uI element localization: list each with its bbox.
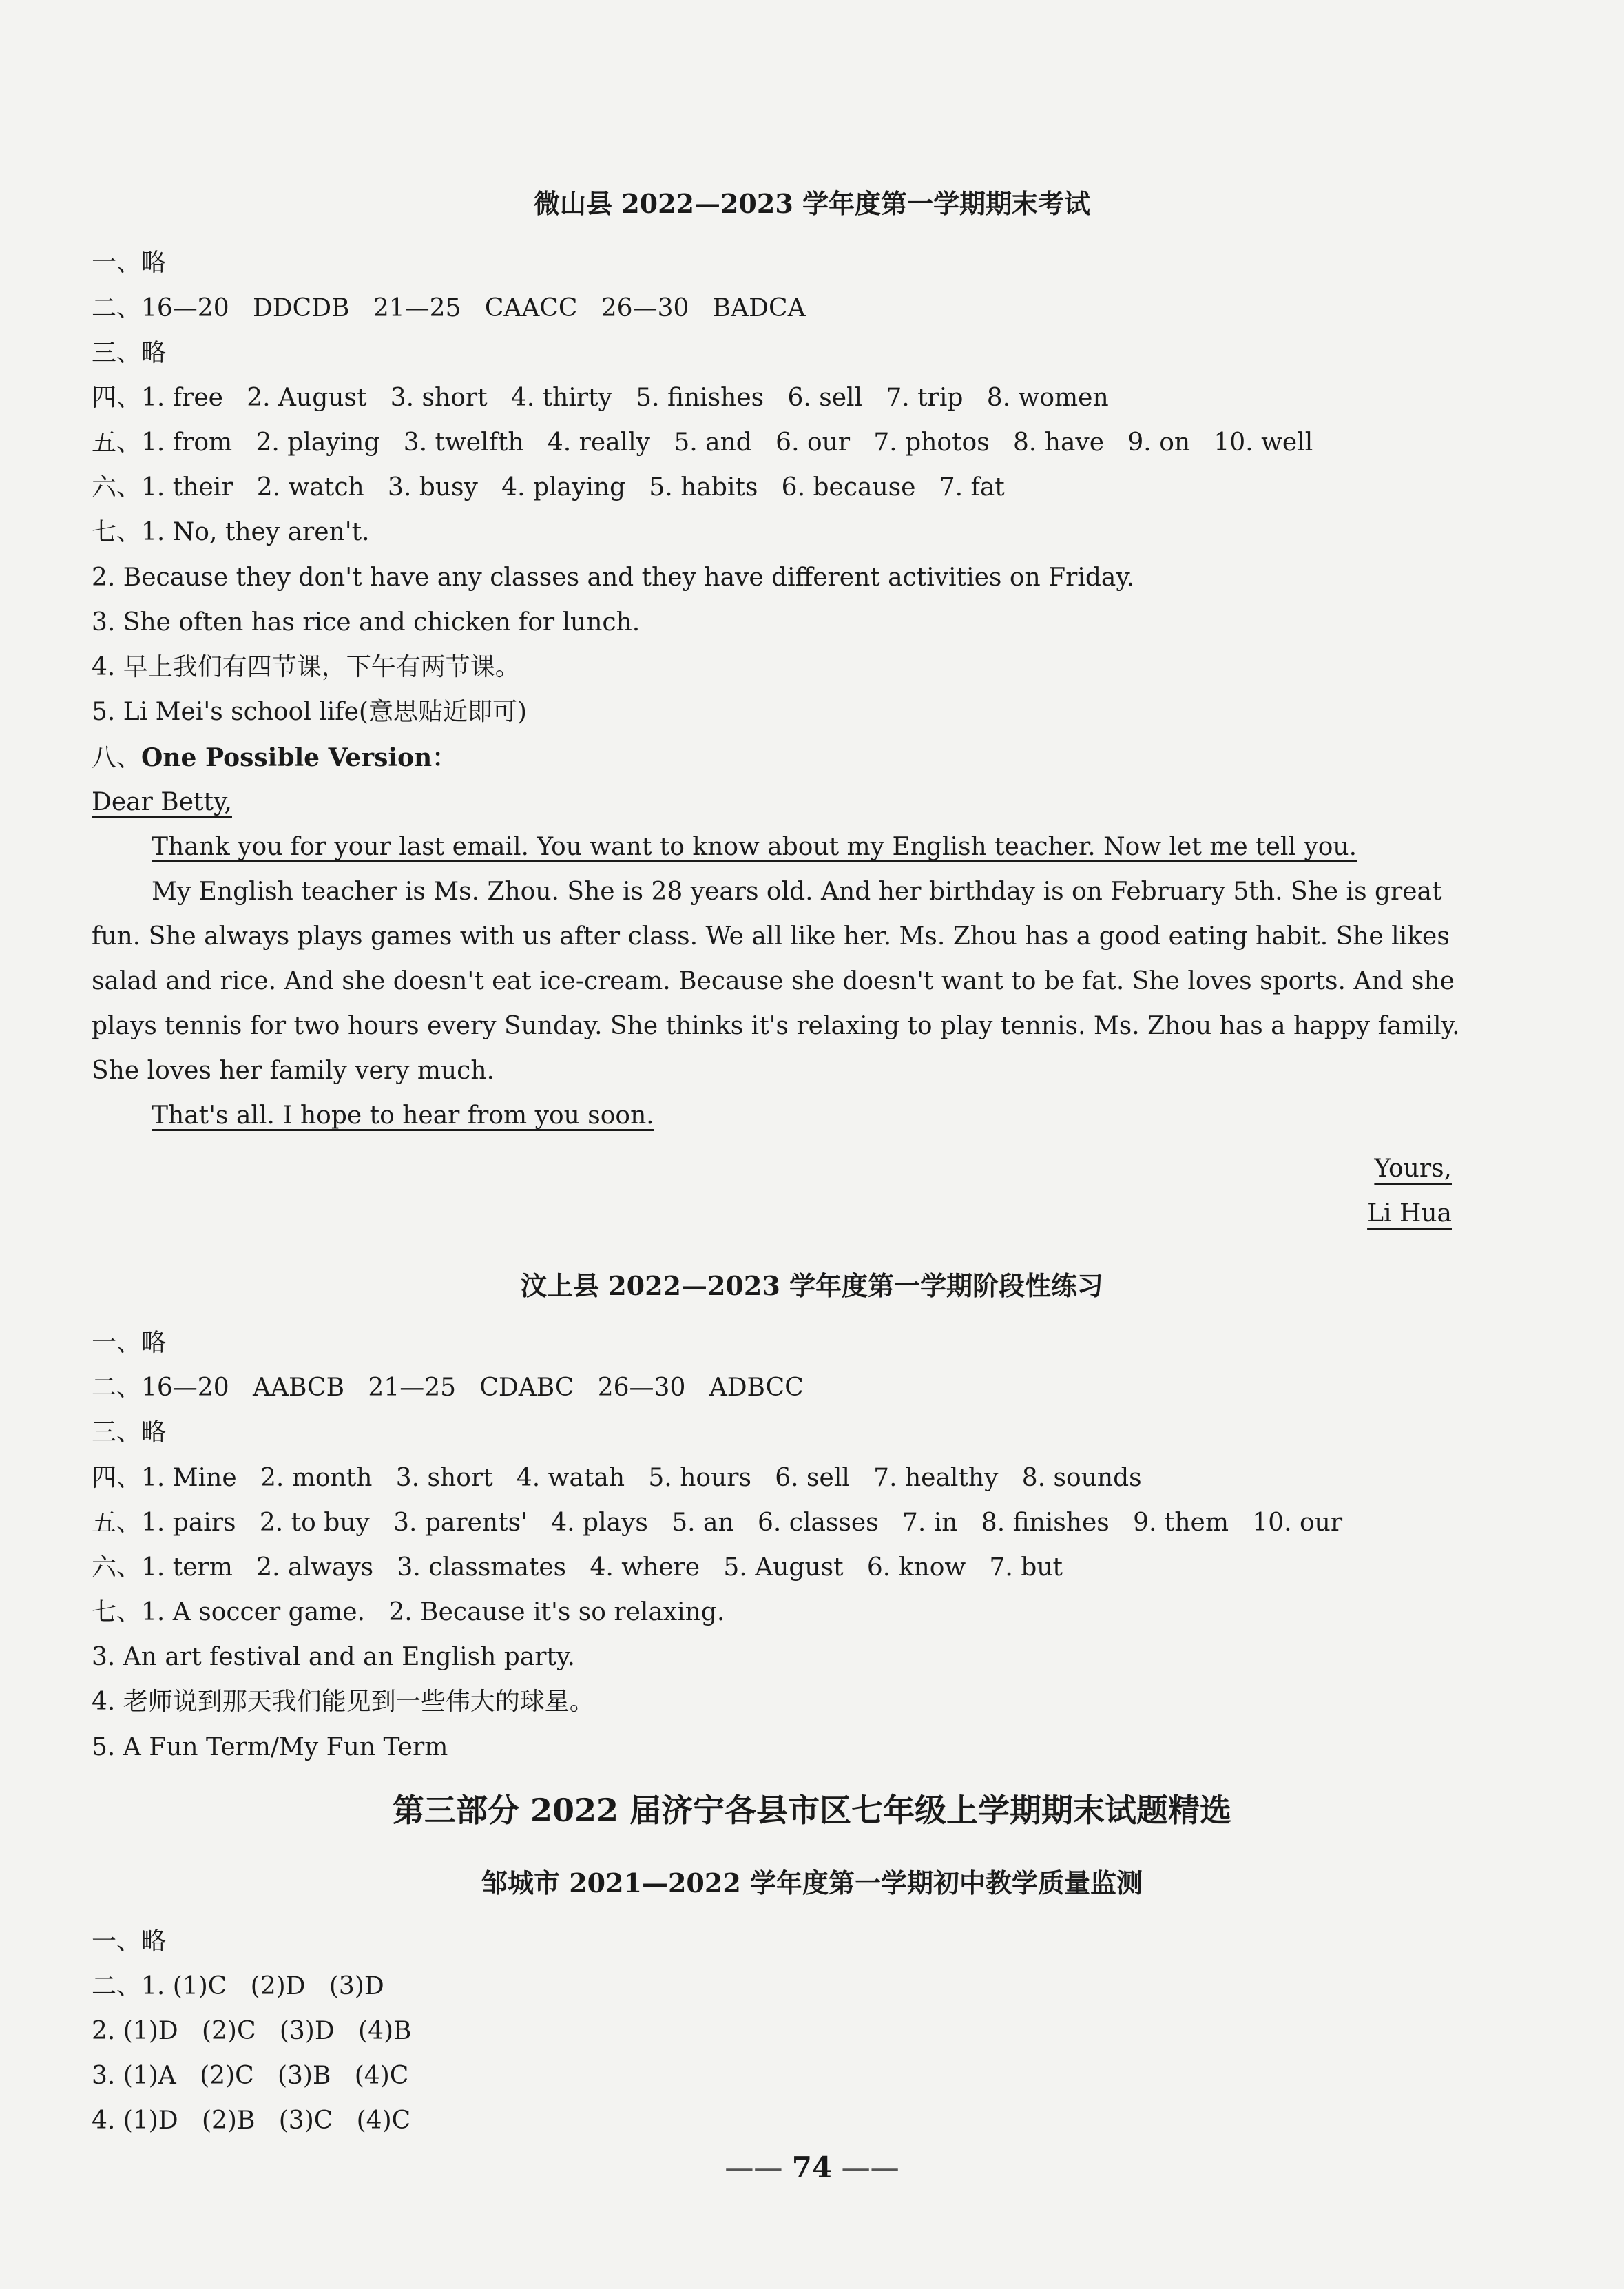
essay-paragraph: My English teacher is Ms. Zhou. She is 28 years old. And her birthday is on February 5th. She is great xyxy=(152,878,1442,906)
essay-paragraph: That's all. I hope to hear from you soon. xyxy=(152,1101,654,1130)
signature-closing: Yours, xyxy=(1374,1154,1452,1183)
answer-line: 3. She often has rice and chicken for lunch. xyxy=(92,608,641,636)
answer-line: 二、16—20 DDCDB 21—25 CAACC 26—30 BADCA xyxy=(92,294,806,322)
essay-paragraph: salad and rice. And she doesn't eat ice-cream. Because she doesn't want to be fat. She loves sports. And she xyxy=(92,967,1455,995)
answer-line: 一、略 xyxy=(92,249,167,277)
answer-line: 三、略 xyxy=(92,339,167,367)
essay-heading-label: One Possible Version： xyxy=(141,743,457,772)
answer-line: 四、1. free 2. August 3. short 4. thirty 5. finishes 6. sell 7. trip 8. women xyxy=(92,384,1109,412)
answer-line: 一、略 xyxy=(92,1927,167,1956)
essay-paragraph: plays tennis for two hours every Sunday. She thinks it's relaxing to play tennis. Ms. Zhou has a happy family. xyxy=(92,1012,1460,1040)
page-number: —— 74 —— xyxy=(725,2151,899,2184)
answer-line: 六、1. their 2. watch 3. busy 4. playing 5. habits 6. because 7. fat xyxy=(92,473,1005,501)
answer-line: 4. 早上我们有四节课，下午有两节课。 xyxy=(92,653,520,681)
page-number-value: 74 xyxy=(791,2151,833,2184)
answer-line: 3. (1)A (2)C (3)B (4)C xyxy=(92,2062,409,2090)
essay-heading xyxy=(92,743,457,774)
part-title: 第三部分 2022 届济宁各县市区七年级上学期期末试题精选 xyxy=(392,1792,1232,1829)
essay-paragraph: She loves her family very much. xyxy=(92,1057,495,1085)
answer-line: 四、1. Mine 2. month 3. short 4. watah 5. hours 6. sell 7. healthy 8. sounds xyxy=(92,1464,1142,1492)
answer-line: 五、1. pairs 2. to buy 3. parents' 4. plays 5. an 6. classes 7. in 8. finishes 9. them 10. our xyxy=(92,1509,1343,1537)
answer-line: 4. 老师说到那天我们能见到一些伟大的球星。 xyxy=(92,1688,594,1716)
essay-greeting: Dear Betty, xyxy=(92,788,232,816)
answer-line: 二、16—20 AABCB 21—25 CDABC 26—30 ADBCC xyxy=(92,1374,804,1402)
answer-line: 5. Li Mei's school life(意思贴近即可) xyxy=(92,698,528,726)
answer-line: 六、1. term 2. always 3. classmates 4. where 5. August 6. know 7. but xyxy=(92,1553,1063,1582)
answer-line: 2. Because they don't have any classes and they have different activities on Friday. xyxy=(92,563,1135,592)
answer-line: 七、1. No, they aren't. xyxy=(92,518,370,546)
answer-line: 一、略 xyxy=(92,1329,167,1357)
signature-name: Li Hua xyxy=(1367,1199,1452,1228)
answer-line: 5. A Fun Term/My Fun Term xyxy=(92,1733,448,1761)
section-title-wenshang: 汶上县 2022—2023 学年度第一学期阶段性练习 xyxy=(521,1270,1103,1301)
answer-line: 三、略 xyxy=(92,1418,167,1447)
section-title-zoucheng: 邹城市 2021—2022 学年度第一学期初中教学质量监测 xyxy=(481,1867,1143,1898)
answer-line: 五、1. from 2. playing 3. twelfth 4. really 5. and 6. our 7. photos 8. have 9. on 10. well xyxy=(92,428,1313,457)
answer-line: 七、1. A soccer game. 2. Because it's so relaxing. xyxy=(92,1598,725,1626)
essay-paragraph: fun. She always plays games with us after class. We all like her. Ms. Zhou has a good eating habit. She likes xyxy=(92,922,1450,951)
answer-line: 2. (1)D (2)C (3)D (4)B xyxy=(92,2017,412,2045)
essay-paragraph: Thank you for your last email. You want to know about my English teacher. Now let me tell you. xyxy=(152,833,1357,861)
essay-heading-prefix: 八、 xyxy=(92,744,142,772)
answer-line: 二、1. (1)C (2)D (3)D xyxy=(92,1972,384,2000)
section-title-weishan: 微山县 2022—2023 学年度第一学期期末考试 xyxy=(534,188,1090,219)
answer-line: 4. (1)D (2)B (3)C (4)C xyxy=(92,2106,411,2135)
answer-line: 3. An art festival and an English party. xyxy=(92,1643,575,1671)
